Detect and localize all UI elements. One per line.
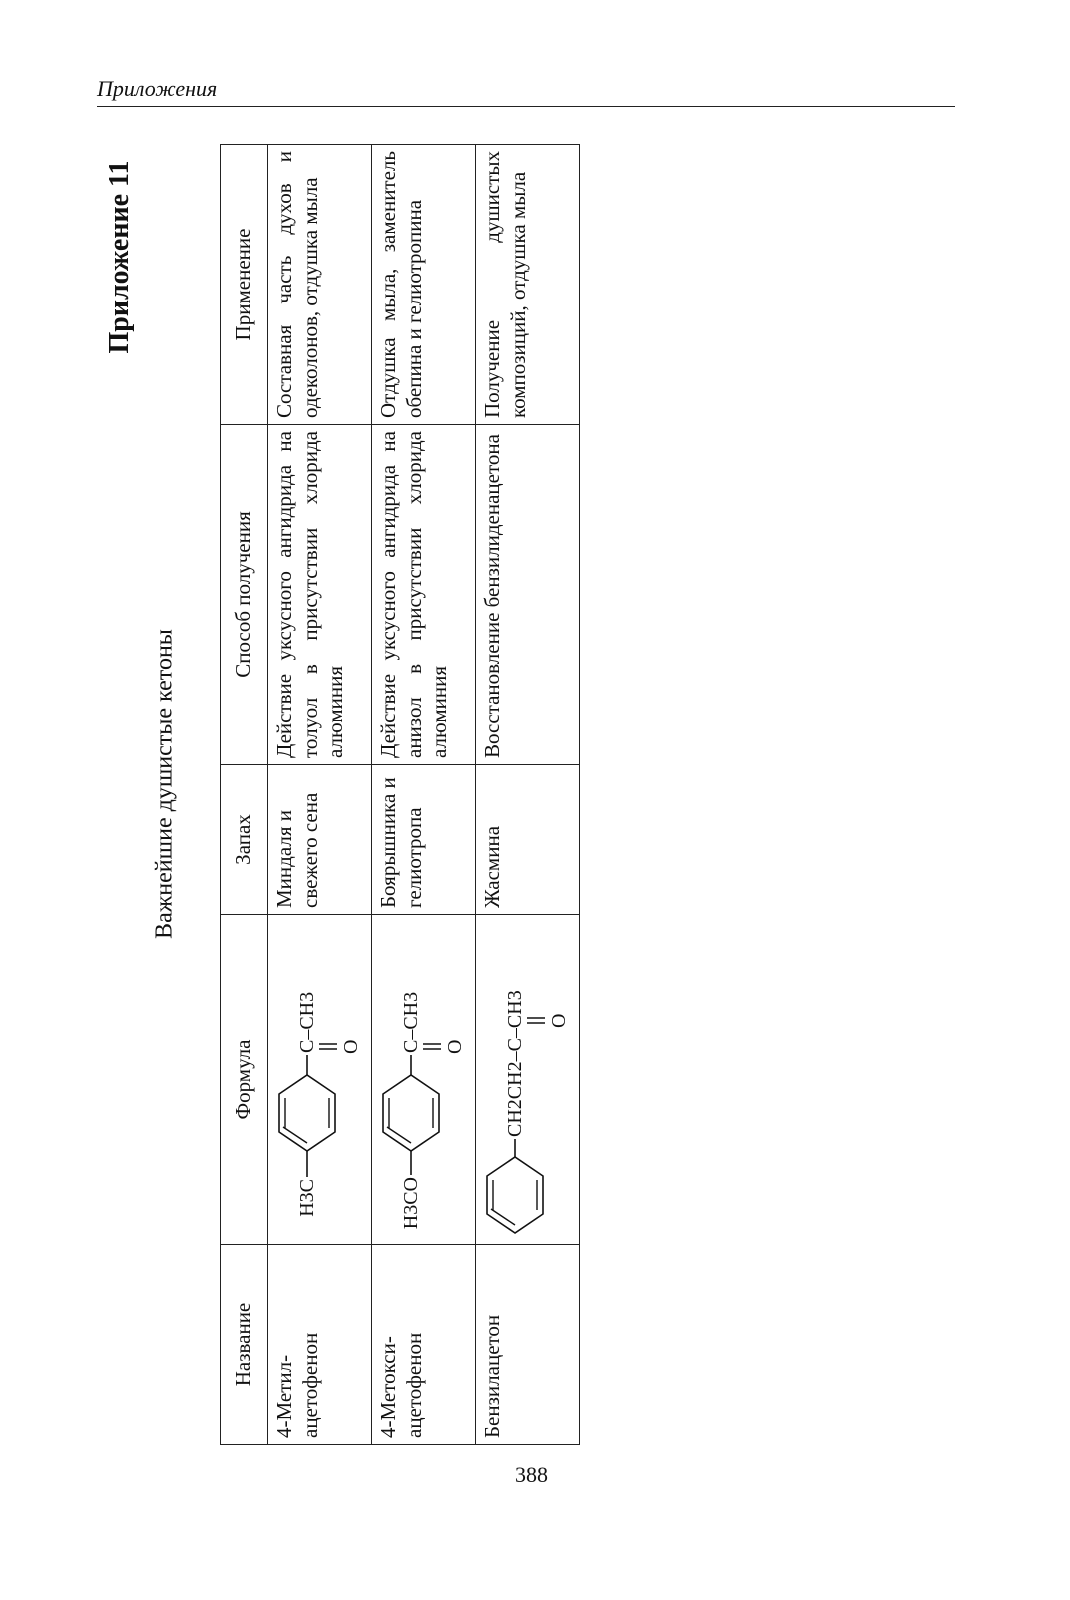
column-header: Способ получения [221, 425, 268, 765]
method-cell: Действие уксусного ангидрида на анизол в присутствии хлорида алюминия [372, 425, 476, 765]
table-row [476, 145, 580, 1445]
table-row [268, 145, 372, 1445]
smell-cell: Боярышника и гелиотропа [372, 765, 476, 915]
compound-name: Бензилацетон [476, 1245, 580, 1445]
running-header: Приложения [97, 76, 218, 101]
column-header: Запах [221, 765, 268, 915]
methoxyacetophenone-structure [379, 920, 469, 1240]
method-cell: Восстановление бензилиденацетона [476, 425, 580, 765]
smell-cell: Жасмина [476, 765, 580, 915]
appendix-title-block [100, 144, 140, 369]
compound-name: 4-Метил-ацетофенон [268, 1245, 372, 1445]
table-header-row [221, 145, 268, 1445]
benzene-ring-icon [487, 1158, 543, 1234]
use-cell: Составная часть духов и одеколонов, отдушка мыла [268, 145, 372, 425]
table-row [372, 145, 476, 1445]
formula-carbonyl-oxygen: O [339, 1040, 362, 1055]
formula-right-group: C–CH3 [295, 992, 318, 1054]
formula-cell [476, 915, 580, 1245]
formula-left-group: H3CO [399, 1177, 422, 1230]
table-container [220, 145, 580, 1445]
smell-cell: Миндаля и свежего сена [268, 765, 372, 915]
column-header: Формула [221, 915, 268, 1245]
page-number: 388 [515, 1462, 548, 1487]
benzene-ring-icon [383, 1076, 439, 1152]
compound-name: 4-Метокси-ацетофенон [372, 1245, 476, 1445]
formula-left-group: H3C [295, 1179, 318, 1218]
use-cell: Отдушка мыла, заменитель обепина и гелиотропина [372, 145, 476, 425]
formula-cell [372, 915, 476, 1245]
appendix-title: Приложение 11 [104, 159, 135, 354]
formula-cell [268, 915, 372, 1245]
methylacetophenone-structure [275, 920, 365, 1240]
formula-right-group: C–CH3 [399, 992, 422, 1054]
header-rule [97, 106, 955, 107]
column-header: Применение [221, 145, 268, 425]
benzene-ring-icon [279, 1076, 335, 1152]
method-cell: Действие уксусного ангидрида на толуол в присутствии хлорида алюминия [268, 425, 372, 765]
formula-carbonyl-oxygen: O [443, 1040, 466, 1055]
table-caption: Важнейшие душистые кетоны [151, 629, 178, 939]
ketones-table [220, 144, 580, 1445]
formula-carbonyl-oxygen: O [547, 1014, 570, 1029]
use-cell: Получение душистых композиций, отдушка мыла [476, 145, 580, 425]
column-header: Название [221, 1245, 268, 1445]
formula-chain: CH2CH2–C–CH3 [503, 990, 526, 1138]
table-caption-block [145, 580, 185, 988]
benzylacetone-structure [483, 920, 573, 1240]
